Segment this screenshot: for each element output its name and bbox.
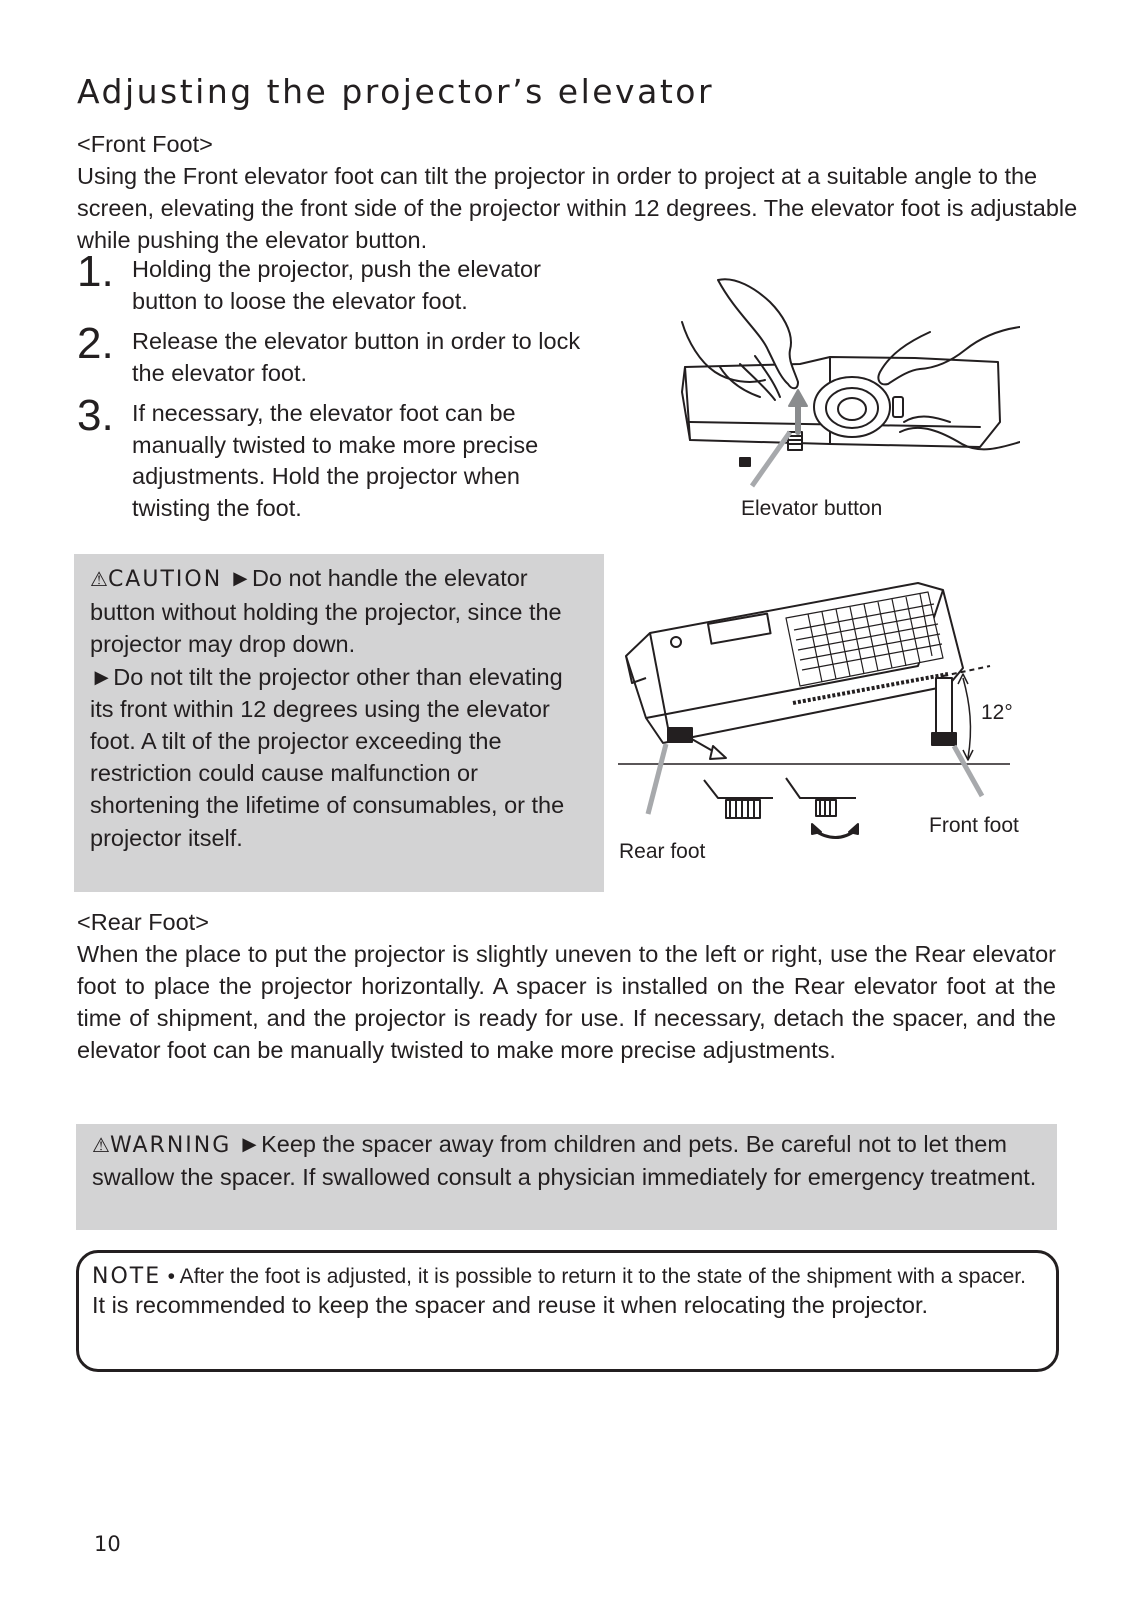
step-1: [77, 247, 617, 317]
caution-text-1: ►Do not handle the elevator button without holding the projector, since the projector may drop down.: [90, 565, 562, 658]
step-text: If necessary, the elevator foot can be manually twisted to make more precise adjustments. Hold the projector when twisting the foot.: [132, 400, 539, 521]
caution-text-2: ►Do not tilt the projector other than elevating its front within 12 degrees using the elevator foot. A tilt of the projector exceeding the restriction could cause malfunction or shortening the lifetime of consumables, or the projector itself.: [90, 663, 565, 851]
rear-foot-text: When the place to put the projector is slightly uneven to the left or right, use the Rear elevator foot to place the projector horizontally. A spacer is installed on the Rear elevator foot at the time of shipment, and the projector is ready for use. If necessary, detach the spacer, and the elevator foot can be manually twisted to make more precise adjustments.: [77, 941, 1056, 1063]
front-foot-heading: <Front Foot>: [77, 131, 213, 157]
step-number: 1.: [77, 247, 114, 296]
rear-foot-section: [77, 906, 1056, 1066]
step-2: [77, 319, 617, 389]
rear-foot-caption: Rear foot: [619, 840, 706, 863]
warning-triangle-icon: ⚠: [90, 569, 108, 591]
angle-label: 12°: [981, 701, 1013, 724]
note-box: [76, 1250, 1059, 1372]
caution-box: [74, 554, 604, 892]
front-foot-caption: Front foot: [929, 814, 1019, 837]
note-text-small: • After the foot is adjusted, it is possible to return it to the state of the shipment with a spacer.: [167, 1265, 1026, 1288]
step-text: Holding the projector, push the elevator button to loose the elevator foot.: [132, 256, 541, 314]
warning-box: [76, 1124, 1057, 1230]
note-text: It is recommended to keep the spacer and reuse it when relocating the projector.: [92, 1292, 929, 1318]
front-foot-section: [77, 128, 1097, 256]
step-number: 3.: [77, 391, 114, 440]
warning-triangle-icon: ⚠: [92, 1135, 110, 1157]
elevator-button-caption: Elevator button: [741, 497, 883, 520]
warning-label: WARNING: [109, 1133, 232, 1158]
step-3: [77, 391, 617, 524]
page-title: Adjusting the projector’s elevator: [77, 72, 715, 111]
front-foot-intro: Using the Front elevator foot can tilt the projector in order to project at a suitable angle to the screen, elevating the front side of the projector within 12 degrees. The elevator foot is adjustable while pushing the elevator button.: [77, 163, 1078, 253]
warning-text: ►Keep the spacer away from children and pets. Be careful not to let them swallow the spacer. If swallowed consult a physician immediately for emergency treatment.: [92, 1131, 1037, 1190]
elevator-button-illustration: [680, 272, 1020, 492]
step-number: 2.: [77, 319, 114, 368]
note-label: NOTE: [92, 1264, 162, 1289]
step-text: Release the elevator button in order to lock the elevator foot.: [132, 328, 581, 386]
caution-label: CAUTION: [107, 567, 223, 592]
page-number: 10: [94, 1532, 121, 1556]
rear-foot-heading: <Rear Foot>: [77, 909, 209, 935]
